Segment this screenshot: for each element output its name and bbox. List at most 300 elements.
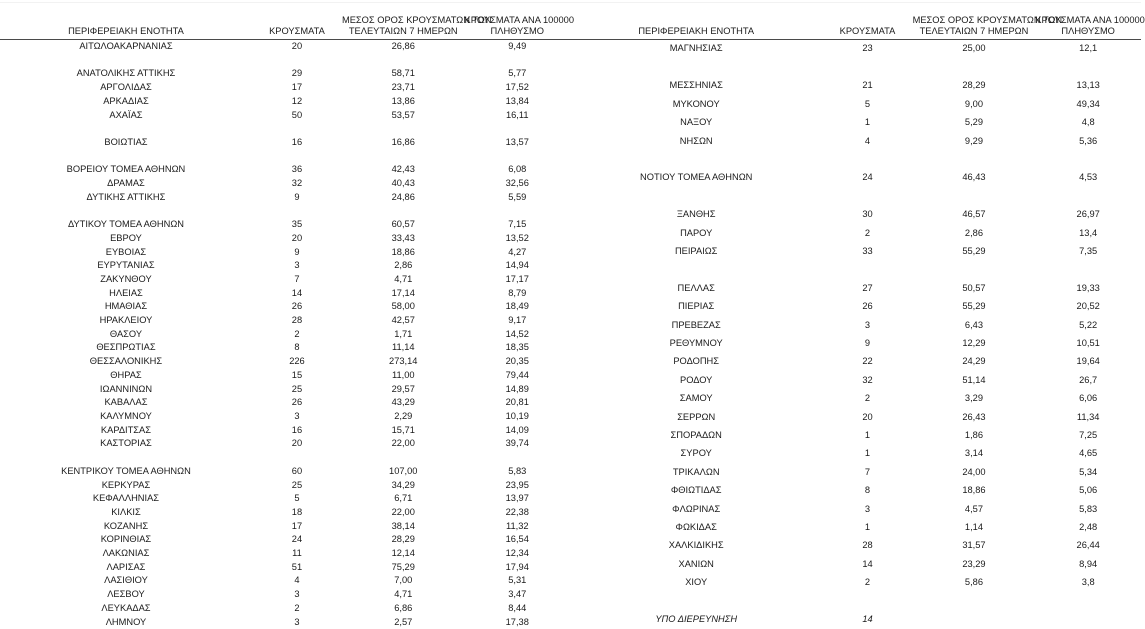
spacer-cell	[1035, 592, 1141, 610]
spacer-cell	[913, 59, 1036, 77]
cell-per-100000: 39,74	[465, 437, 570, 451]
cell-cases: 21	[822, 77, 912, 95]
cell-cases: 24	[252, 533, 342, 547]
spacer-cell	[570, 187, 822, 205]
cell-per-100000: 6,06	[1035, 390, 1141, 408]
table-row	[0, 479, 570, 493]
table-spacer-row	[570, 151, 1141, 169]
table-row	[570, 243, 1141, 261]
cell-per-100000: 12,1	[1035, 40, 1141, 59]
cell-avg-7days: 58,71	[342, 67, 465, 81]
cell-avg-7days: 38,14	[342, 520, 465, 534]
spacer-cell	[252, 451, 342, 465]
cell-cases: 60	[252, 465, 342, 479]
cell-per-100000: 17,17	[465, 273, 570, 287]
table-row	[570, 408, 1141, 426]
table-row	[570, 279, 1141, 297]
cell-avg-7days: 13,86	[342, 95, 465, 109]
cell-per-100000: 10,51	[1035, 335, 1141, 353]
table-row	[570, 464, 1141, 482]
cell-region-name: ΘΕΣΣΑΛΟΝΙΚΗΣ	[0, 355, 252, 369]
header-cases	[822, 0, 912, 40]
cell-cases: 3	[822, 316, 912, 334]
cell-cases: 1	[822, 114, 912, 132]
spacer-cell	[465, 54, 570, 68]
cell-avg-7days: 11,14	[342, 341, 465, 355]
cell-region-name: ΖΑΚΥΝΘΟΥ	[0, 273, 252, 287]
cell-avg-7days: 22,00	[342, 437, 465, 451]
cell-region-name: ΡΟΔΟΠΗΣ	[570, 353, 822, 371]
spacer-cell	[252, 150, 342, 164]
spacer-cell	[1035, 187, 1141, 205]
spacer-cell	[822, 187, 912, 205]
cell-cases: 5	[252, 492, 342, 506]
cell-per-100000: 13,52	[465, 232, 570, 246]
cell-cases: 3	[822, 500, 912, 518]
cell-cases: 1	[822, 427, 912, 445]
table-row	[0, 616, 570, 629]
cell-per-100000: 5,06	[1035, 482, 1141, 500]
cell-region-name: ΣΑΜΟΥ	[570, 390, 822, 408]
cell-per-100000: 22,38	[465, 506, 570, 520]
cell-avg-7days: 46,43	[913, 169, 1036, 187]
header-cases-label: ΚΡΟΥΣΜΑΤΑ	[822, 26, 912, 38]
cell-cases: 17	[252, 520, 342, 534]
cell-cases: 27	[822, 279, 912, 297]
cell-region-name: ΜΑΓΝΗΣΙΑΣ	[570, 40, 822, 59]
cell-region-name: ΛΕΥΚΑΔΑΣ	[0, 602, 252, 616]
cell-per-100000: 8,44	[465, 602, 570, 616]
cell-avg-7days: 5,86	[913, 574, 1036, 592]
table-row	[0, 191, 570, 205]
cell-per-100000: 14,09	[465, 424, 570, 438]
cell-avg-7days: 55,29	[913, 298, 1036, 316]
cell-cases: 50	[252, 109, 342, 123]
cell-per-100000: 19,33	[1035, 279, 1141, 297]
header-per100k-label-line2: ΠΛΗΘΥΣΜΟ	[465, 26, 570, 38]
table-body-right	[570, 40, 1141, 629]
cell-region-name: ΕΥΒΟΙΑΣ	[0, 246, 252, 260]
regional-cases-table-right	[570, 0, 1141, 629]
cell-avg-7days: 23,29	[913, 556, 1036, 574]
cell-region-name: ΝΑΞΟΥ	[570, 114, 822, 132]
cell-cases: 8	[252, 341, 342, 355]
cell-cases: 2	[822, 390, 912, 408]
cell-region-name: ΛΑΣΙΘΙΟΥ	[0, 574, 252, 588]
header-row	[570, 0, 1141, 40]
table-row	[570, 611, 1141, 629]
cell-cases: 12	[252, 95, 342, 109]
cell-avg-7days: 53,57	[342, 109, 465, 123]
cell-avg-7days: 51,14	[913, 371, 1036, 389]
cell-cases: 35	[252, 218, 342, 232]
cell-region-name: ΔΡΑΜΑΣ	[0, 177, 252, 191]
cell-avg-7days: 31,57	[913, 537, 1036, 555]
cell-per-100000: 5,34	[1035, 464, 1141, 482]
cell-per-100000: 12,34	[465, 547, 570, 561]
cell-cases: 2	[822, 574, 912, 592]
cell-per-100000: 8,79	[465, 287, 570, 301]
cell-cases: 14	[822, 611, 912, 629]
table-row	[570, 298, 1141, 316]
cell-avg-7days: 2,86	[913, 224, 1036, 242]
table-row	[0, 300, 570, 314]
cell-per-100000: 9,49	[465, 40, 570, 54]
cell-region-name: ΠΕΙΡΑΙΩΣ	[570, 243, 822, 261]
cell-cases: 14	[822, 556, 912, 574]
cell-region-name: ΤΡΙΚΑΛΩΝ	[570, 464, 822, 482]
cell-region-name: ΑΧΑΪΑΣ	[0, 109, 252, 123]
cell-per-100000: 7,15	[465, 218, 570, 232]
cell-avg-7days: 2,86	[342, 259, 465, 273]
table-row	[0, 588, 570, 602]
cell-cases: 2	[822, 224, 912, 242]
header-region-label: ΠΕΡΙΦΕΡΕΙΑΚΗ ΕΝΟΤΗΤΑ	[570, 26, 822, 38]
cell-avg-7days: 12,14	[342, 547, 465, 561]
cell-region-name: ΘΗΡΑΣ	[0, 369, 252, 383]
cell-cases: 2	[252, 328, 342, 342]
spacer-cell	[342, 54, 465, 68]
spacer-cell	[913, 151, 1036, 169]
cell-region-name: ΠΡΕΒΕΖΑΣ	[570, 316, 822, 334]
spacer-cell	[822, 592, 912, 610]
cell-region-name: ΕΥΡΥΤΑΝΙΑΣ	[0, 259, 252, 273]
cell-per-100000: 79,44	[465, 369, 570, 383]
table-row	[0, 465, 570, 479]
cell-per-100000: 5,59	[465, 191, 570, 205]
cell-region-name: ΚΑΡΔΙΤΣΑΣ	[0, 424, 252, 438]
header-per100k-label-line1: ΚΡΟΥΣΜΑΤΑ ΑΝΑ 100000	[465, 15, 570, 27]
spacer-cell	[465, 150, 570, 164]
table-row	[0, 109, 570, 123]
cell-avg-7days: 60,57	[342, 218, 465, 232]
spacer-cell	[342, 204, 465, 218]
cell-per-100000: 4,27	[465, 246, 570, 260]
table-row	[0, 67, 570, 81]
table-row	[0, 341, 570, 355]
cell-per-100000: 19,64	[1035, 353, 1141, 371]
cell-avg-7days: 24,29	[913, 353, 1036, 371]
cell-cases: 26	[252, 396, 342, 410]
cell-avg-7days: 2,57	[342, 616, 465, 629]
spacer-cell	[252, 204, 342, 218]
cell-cases: 1	[822, 445, 912, 463]
cell-cases: 4	[822, 132, 912, 150]
cell-cases: 1	[822, 519, 912, 537]
cell-per-100000: 5,77	[465, 67, 570, 81]
cell-cases: 3	[252, 410, 342, 424]
spacer-cell	[0, 122, 252, 136]
table-spacer-row	[0, 204, 570, 218]
cell-region-name: ΚΑΣΤΟΡΙΑΣ	[0, 437, 252, 451]
cell-avg-7days	[913, 611, 1036, 629]
cell-per-100000: 5,31	[465, 574, 570, 588]
cell-avg-7days: 17,14	[342, 287, 465, 301]
table-row	[570, 95, 1141, 113]
cell-per-100000: 26,97	[1035, 206, 1141, 224]
table-row	[570, 574, 1141, 592]
cell-avg-7days: 58,00	[342, 300, 465, 314]
cell-avg-7days: 3,14	[913, 445, 1036, 463]
cell-per-100000: 20,35	[465, 355, 570, 369]
cell-cases: 14	[252, 287, 342, 301]
cell-cases: 3	[252, 588, 342, 602]
regional-cases-table-left	[0, 0, 570, 629]
spacer-cell	[252, 54, 342, 68]
table-row	[0, 136, 570, 150]
cell-cases: 20	[252, 40, 342, 54]
cell-region-name: ΒΟΡΕΙΟΥ ΤΟΜΕΑ ΑΘΗΝΩΝ	[0, 163, 252, 177]
header-avg7-label-line2: ΤΕΛΕΥΤΑΙΩΝ 7 ΗΜΕΡΩΝ	[913, 26, 1036, 38]
cell-cases: 15	[252, 369, 342, 383]
table-spacer-row	[570, 592, 1141, 610]
cell-region-name: ΑΝΑΤΟΛΙΚΗΣ ΑΤΤΙΚΗΣ	[0, 67, 252, 81]
cell-per-100000: 11,32	[465, 520, 570, 534]
cell-per-100000: 14,52	[465, 328, 570, 342]
cell-avg-7days: 16,86	[342, 136, 465, 150]
cell-avg-7days: 28,29	[342, 533, 465, 547]
table-row	[0, 410, 570, 424]
cell-region-name: ΡΕΘΥΜΝΟΥ	[570, 335, 822, 353]
cell-region-name: ΗΛΕΙΑΣ	[0, 287, 252, 301]
table-spacer-row	[0, 150, 570, 164]
cell-avg-7days: 22,00	[342, 506, 465, 520]
cell-per-100000: 4,8	[1035, 114, 1141, 132]
cell-per-100000: 18,35	[465, 341, 570, 355]
cell-avg-7days: 3,29	[913, 390, 1036, 408]
cell-cases: 28	[822, 537, 912, 555]
cell-per-100000: 26,44	[1035, 537, 1141, 555]
cell-region-name: ΛΕΣΒΟΥ	[0, 588, 252, 602]
spacer-cell	[342, 122, 465, 136]
cell-region-name: ΞΑΝΘΗΣ	[570, 206, 822, 224]
cell-per-100000: 17,38	[465, 616, 570, 629]
cell-avg-7days: 9,29	[913, 132, 1036, 150]
cell-region-name: ΛΑΚΩΝΙΑΣ	[0, 547, 252, 561]
table-row	[0, 246, 570, 260]
table-row	[0, 355, 570, 369]
table-row	[0, 437, 570, 451]
table-row	[0, 218, 570, 232]
header-avg7	[913, 0, 1036, 40]
cell-per-100000: 13,57	[465, 136, 570, 150]
table-body-left	[0, 40, 570, 629]
spacer-cell	[0, 54, 252, 68]
header-avg7-label-line1: ΜΕΣΟΣ ΟΡΟΣ ΚΡΟΥΣΜΑΤΩΝ ΤΩΝ	[913, 15, 1036, 27]
table-row	[0, 287, 570, 301]
cell-cases: 3	[252, 259, 342, 273]
cell-avg-7days: 33,43	[342, 232, 465, 246]
cell-per-100000: 5,83	[465, 465, 570, 479]
cell-per-100000: 5,22	[1035, 316, 1141, 334]
cell-avg-7days: 4,71	[342, 273, 465, 287]
header-region	[570, 0, 822, 40]
cell-cases: 25	[252, 479, 342, 493]
cell-per-100000: 11,34	[1035, 408, 1141, 426]
cell-avg-7days: 50,57	[913, 279, 1036, 297]
table-row	[0, 177, 570, 191]
cell-avg-7days: 46,57	[913, 206, 1036, 224]
header-per100k-label-line1: ΚΡΟΥΣΜΑΤΑ ΑΝΑ 100000	[1035, 15, 1141, 27]
cell-avg-7days: 29,57	[342, 383, 465, 397]
cell-avg-7days: 18,86	[342, 246, 465, 260]
cell-per-100000: 26,7	[1035, 371, 1141, 389]
cell-region-name: ΧΙΟΥ	[570, 574, 822, 592]
cell-per-100000: 6,08	[465, 163, 570, 177]
header-region-label: ΠΕΡΙΦΕΡΕΙΑΚΗ ΕΝΟΤΗΤΑ	[0, 26, 252, 38]
table-spacer-row	[0, 122, 570, 136]
cell-cases: 3	[252, 616, 342, 629]
cell-region-name: ΜΕΣΣΗΝΙΑΣ	[570, 77, 822, 95]
spacer-cell	[913, 592, 1036, 610]
cell-per-100000: 20,81	[465, 396, 570, 410]
cell-avg-7days: 42,57	[342, 314, 465, 328]
cell-cases: 20	[252, 232, 342, 246]
header-cases	[252, 0, 342, 40]
cell-region-name: ΦΩΚΙΔΑΣ	[570, 519, 822, 537]
cell-avg-7days: 24,00	[913, 464, 1036, 482]
cell-avg-7days: 55,29	[913, 243, 1036, 261]
table-row	[0, 40, 570, 54]
cell-per-100000: 3,8	[1035, 574, 1141, 592]
cell-per-100000: 13,13	[1035, 77, 1141, 95]
cell-avg-7days: 24,86	[342, 191, 465, 205]
table-row	[0, 95, 570, 109]
table-row	[0, 232, 570, 246]
cell-cases: 9	[252, 246, 342, 260]
table-row	[570, 371, 1141, 389]
table-row	[570, 353, 1141, 371]
cell-region-name: ΣΥΡΟΥ	[570, 445, 822, 463]
cell-avg-7days: 4,57	[913, 500, 1036, 518]
cell-region-name: ΔΥΤΙΚΟΥ ΤΟΜΕΑ ΑΘΗΝΩΝ	[0, 218, 252, 232]
cell-region-name: ΚΟΡΙΝΘΙΑΣ	[0, 533, 252, 547]
spacer-cell	[252, 122, 342, 136]
spacer-cell	[913, 187, 1036, 205]
cell-region-name: ΡΟΔΟΥ	[570, 371, 822, 389]
cell-cases: 17	[252, 81, 342, 95]
table-row	[570, 335, 1141, 353]
table-row	[570, 224, 1141, 242]
cell-region-name: ΠΙΕΡΙΑΣ	[570, 298, 822, 316]
table-row	[0, 81, 570, 95]
cell-cases: 8	[822, 482, 912, 500]
cell-per-100000: 3,47	[465, 588, 570, 602]
cell-region-name: ΑΡΚΑΔΙΑΣ	[0, 95, 252, 109]
table-row	[0, 506, 570, 520]
cell-cases: 20	[252, 437, 342, 451]
spacer-cell	[570, 59, 822, 77]
table-row	[570, 556, 1141, 574]
table-spacer-row	[0, 54, 570, 68]
cell-cases: 32	[822, 371, 912, 389]
table-row	[0, 259, 570, 273]
spacer-cell	[465, 122, 570, 136]
cell-per-100000: 32,56	[465, 177, 570, 191]
cell-avg-7days: 12,29	[913, 335, 1036, 353]
cell-region-name: ΗΡΑΚΛΕΙΟΥ	[0, 314, 252, 328]
cell-avg-7days: 273,14	[342, 355, 465, 369]
cell-per-100000: 13,97	[465, 492, 570, 506]
cell-per-100000: 9,17	[465, 314, 570, 328]
cell-avg-7days: 34,29	[342, 479, 465, 493]
cell-avg-7days: 75,29	[342, 561, 465, 575]
cell-region-name: ΙΩΑΝΝΙΝΩΝ	[0, 383, 252, 397]
cell-cases: 26	[822, 298, 912, 316]
cell-region-name: ΘΑΣΟΥ	[0, 328, 252, 342]
table-row	[0, 369, 570, 383]
cell-cases: 23	[822, 40, 912, 59]
cell-avg-7days: 6,71	[342, 492, 465, 506]
cell-avg-7days: 9,00	[913, 95, 1036, 113]
table-row	[0, 533, 570, 547]
cell-avg-7days: 1,71	[342, 328, 465, 342]
spacer-cell	[570, 261, 822, 279]
table-spacer-row	[570, 261, 1141, 279]
cell-region-name: ΚΕΡΚΥΡΑΣ	[0, 479, 252, 493]
cell-cases: 25	[252, 383, 342, 397]
cell-avg-7days: 6,43	[913, 316, 1036, 334]
cell-avg-7days: 2,29	[342, 410, 465, 424]
cell-per-100000: 10,19	[465, 410, 570, 424]
cell-cases: 26	[252, 300, 342, 314]
spacer-cell	[465, 451, 570, 465]
cell-region-name: ΣΕΡΡΩΝ	[570, 408, 822, 426]
cell-region-name: ΑΙΤΩΛΟΑΚΑΡΝΑΝΙΑΣ	[0, 40, 252, 54]
cell-per-100000: 13,4	[1035, 224, 1141, 242]
cell-region-name: ΝΟΤΙΟΥ ΤΟΜΕΑ ΑΘΗΝΩΝ	[570, 169, 822, 187]
cell-region-name: ΜΥΚΟΝΟΥ	[570, 95, 822, 113]
cell-region-name: ΛΗΜΝΟΥ	[0, 616, 252, 629]
cell-region-name: ΧΑΝΙΩΝ	[570, 556, 822, 574]
cell-region-name: ΝΗΣΩΝ	[570, 132, 822, 150]
cell-avg-7days: 40,43	[342, 177, 465, 191]
cell-avg-7days: 25,00	[913, 40, 1036, 59]
table-row	[0, 328, 570, 342]
cell-region-name: ΘΕΣΠΡΩΤΙΑΣ	[0, 341, 252, 355]
header-region	[0, 0, 252, 40]
cell-cases: 7	[822, 464, 912, 482]
cell-avg-7days: 28,29	[913, 77, 1036, 95]
spacer-cell	[822, 151, 912, 169]
table-row	[570, 169, 1141, 187]
cell-per-100000: 7,25	[1035, 427, 1141, 445]
table-row	[570, 427, 1141, 445]
cell-per-100000: 8,94	[1035, 556, 1141, 574]
cell-cases: 29	[252, 67, 342, 81]
cell-per-100000: 17,52	[465, 81, 570, 95]
cell-per-100000: 4,65	[1035, 445, 1141, 463]
spacer-cell	[0, 451, 252, 465]
table-row	[0, 314, 570, 328]
cell-avg-7days: 15,71	[342, 424, 465, 438]
table-row	[0, 163, 570, 177]
cell-cases: 32	[252, 177, 342, 191]
cell-per-100000: 17,94	[465, 561, 570, 575]
cell-region-name: ΚΙΛΚΙΣ	[0, 506, 252, 520]
cell-cases: 4	[252, 574, 342, 588]
table-row	[0, 383, 570, 397]
cell-region-name: ΠΕΛΛΑΣ	[570, 279, 822, 297]
spacer-cell	[1035, 261, 1141, 279]
cell-per-100000: 20,52	[1035, 298, 1141, 316]
table-row	[0, 424, 570, 438]
cell-cases: 11	[252, 547, 342, 561]
header-avg7	[342, 0, 465, 40]
spacer-cell	[913, 261, 1036, 279]
table-row	[570, 500, 1141, 518]
spacer-cell	[822, 59, 912, 77]
